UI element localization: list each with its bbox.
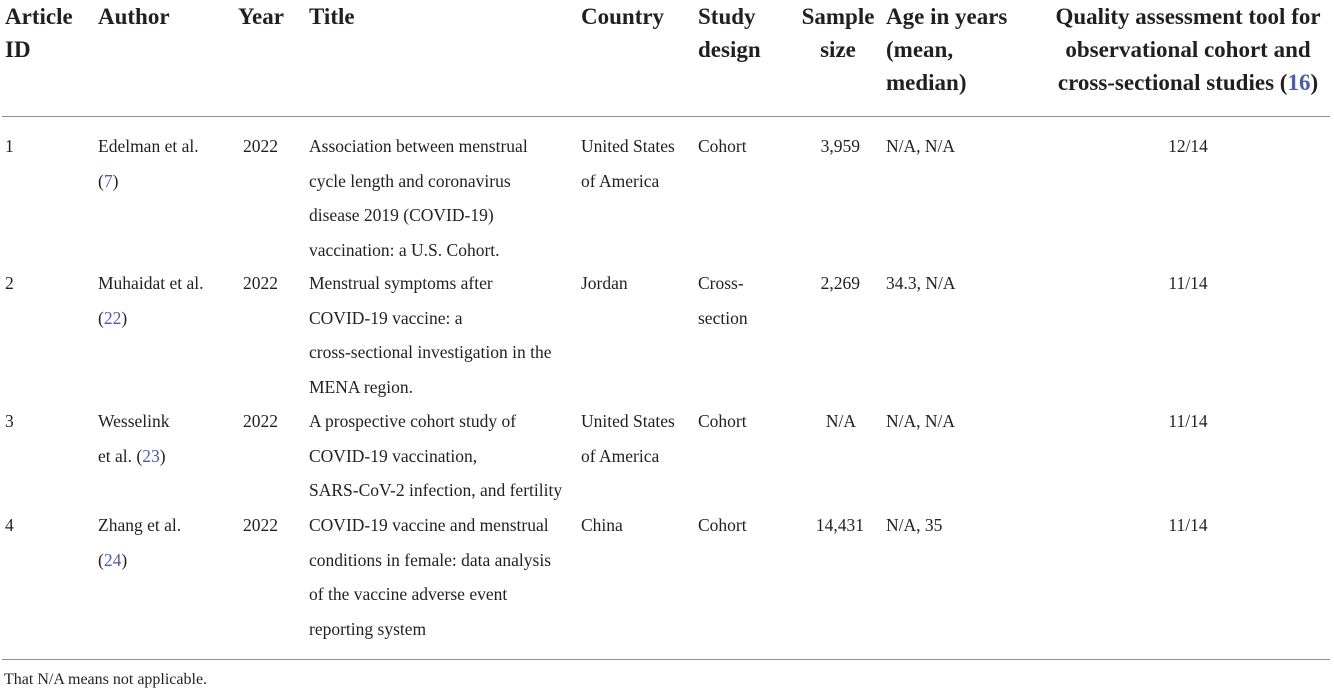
header-age: Age in years (mean, median) bbox=[886, 4, 1008, 95]
row-3-age: N/A, N/A bbox=[886, 411, 956, 431]
reference-link[interactable]: 24 bbox=[103, 549, 122, 570]
table-footnote: That N/A means not applicable. bbox=[4, 671, 208, 688]
row-1-age: N/A, N/A bbox=[886, 136, 956, 156]
row-4-quality: 11/14 bbox=[1168, 515, 1208, 535]
row-4-design: Cohort bbox=[698, 515, 747, 535]
row-4-sample: 14,431 bbox=[815, 515, 864, 535]
row-2-design: Cross- section bbox=[698, 273, 748, 328]
header-study-design: Study design bbox=[698, 4, 761, 62]
row-3-id: 3 bbox=[5, 411, 14, 431]
row-3-country: United States of America bbox=[581, 411, 675, 466]
row-3-author: Wesselink et al. (23) bbox=[98, 411, 170, 466]
row-3-title: A prospective cohort study of COVID-19 vaccination, SARS-CoV-2 infection, and fertility bbox=[309, 411, 563, 500]
reference-link[interactable]: 16 bbox=[1287, 70, 1311, 95]
row-4-country: China bbox=[581, 515, 623, 535]
row-2-age: 34.3, N/A bbox=[886, 273, 956, 293]
row-1-country: United States of America bbox=[581, 136, 675, 191]
header-quality: Quality assessment tool for observational cohort and cross-sectional studies (16) bbox=[1055, 4, 1321, 95]
row-3-quality: 11/14 bbox=[1168, 411, 1208, 431]
row-2-year: 2022 bbox=[243, 273, 278, 293]
row-4-id: 4 bbox=[5, 515, 14, 535]
reference-link[interactable]: 7 bbox=[103, 170, 113, 191]
header-title: Title bbox=[309, 4, 355, 29]
row-4-author: Zhang et al. (24) bbox=[98, 515, 182, 570]
header-year: Year bbox=[238, 4, 284, 29]
row-1-author: Edelman et al. (7) bbox=[98, 136, 199, 191]
row-2-author: Muhaidat et al. (22) bbox=[98, 273, 204, 328]
reference-link[interactable]: 22 bbox=[103, 307, 122, 328]
row-3-sample: N/A bbox=[825, 411, 856, 431]
header-sample-size: Sample size bbox=[801, 4, 875, 62]
bottom-rule bbox=[2, 659, 1330, 660]
row-4-title: COVID-19 vaccine and menstrual conditions in female: data analysis of the vaccine adverse event reporting system bbox=[309, 515, 552, 639]
row-1-id: 1 bbox=[5, 136, 14, 156]
row-4-age: N/A, 35 bbox=[886, 515, 943, 535]
row-2-sample: 2,269 bbox=[820, 273, 860, 293]
row-1-design: Cohort bbox=[698, 136, 747, 156]
row-2-title: Menstrual symptoms after COVID-19 vaccine: a cross-sectional investigation in the MENA region. bbox=[309, 273, 552, 397]
row-2-id: 2 bbox=[5, 273, 14, 293]
row-1-year: 2022 bbox=[243, 136, 278, 156]
header-author: Author bbox=[98, 4, 170, 29]
header-article-id: Article ID bbox=[5, 4, 73, 62]
header-country: Country bbox=[581, 4, 665, 29]
row-1-sample: 3,959 bbox=[820, 136, 860, 156]
row-1-quality: 12/14 bbox=[1168, 136, 1208, 156]
row-2-country: Jordan bbox=[581, 273, 628, 293]
row-2-quality: 11/14 bbox=[1168, 273, 1208, 293]
row-3-design: Cohort bbox=[698, 411, 747, 431]
row-1-title: Association between menstrual cycle length and coronavirus disease 2019 (COVID-19) vaccination: a U.S. Cohort. bbox=[309, 136, 528, 260]
header-rule bbox=[2, 116, 1330, 117]
reference-link[interactable]: 23 bbox=[142, 445, 160, 466]
row-3-year: 2022 bbox=[243, 411, 278, 431]
row-4-year: 2022 bbox=[243, 515, 278, 535]
